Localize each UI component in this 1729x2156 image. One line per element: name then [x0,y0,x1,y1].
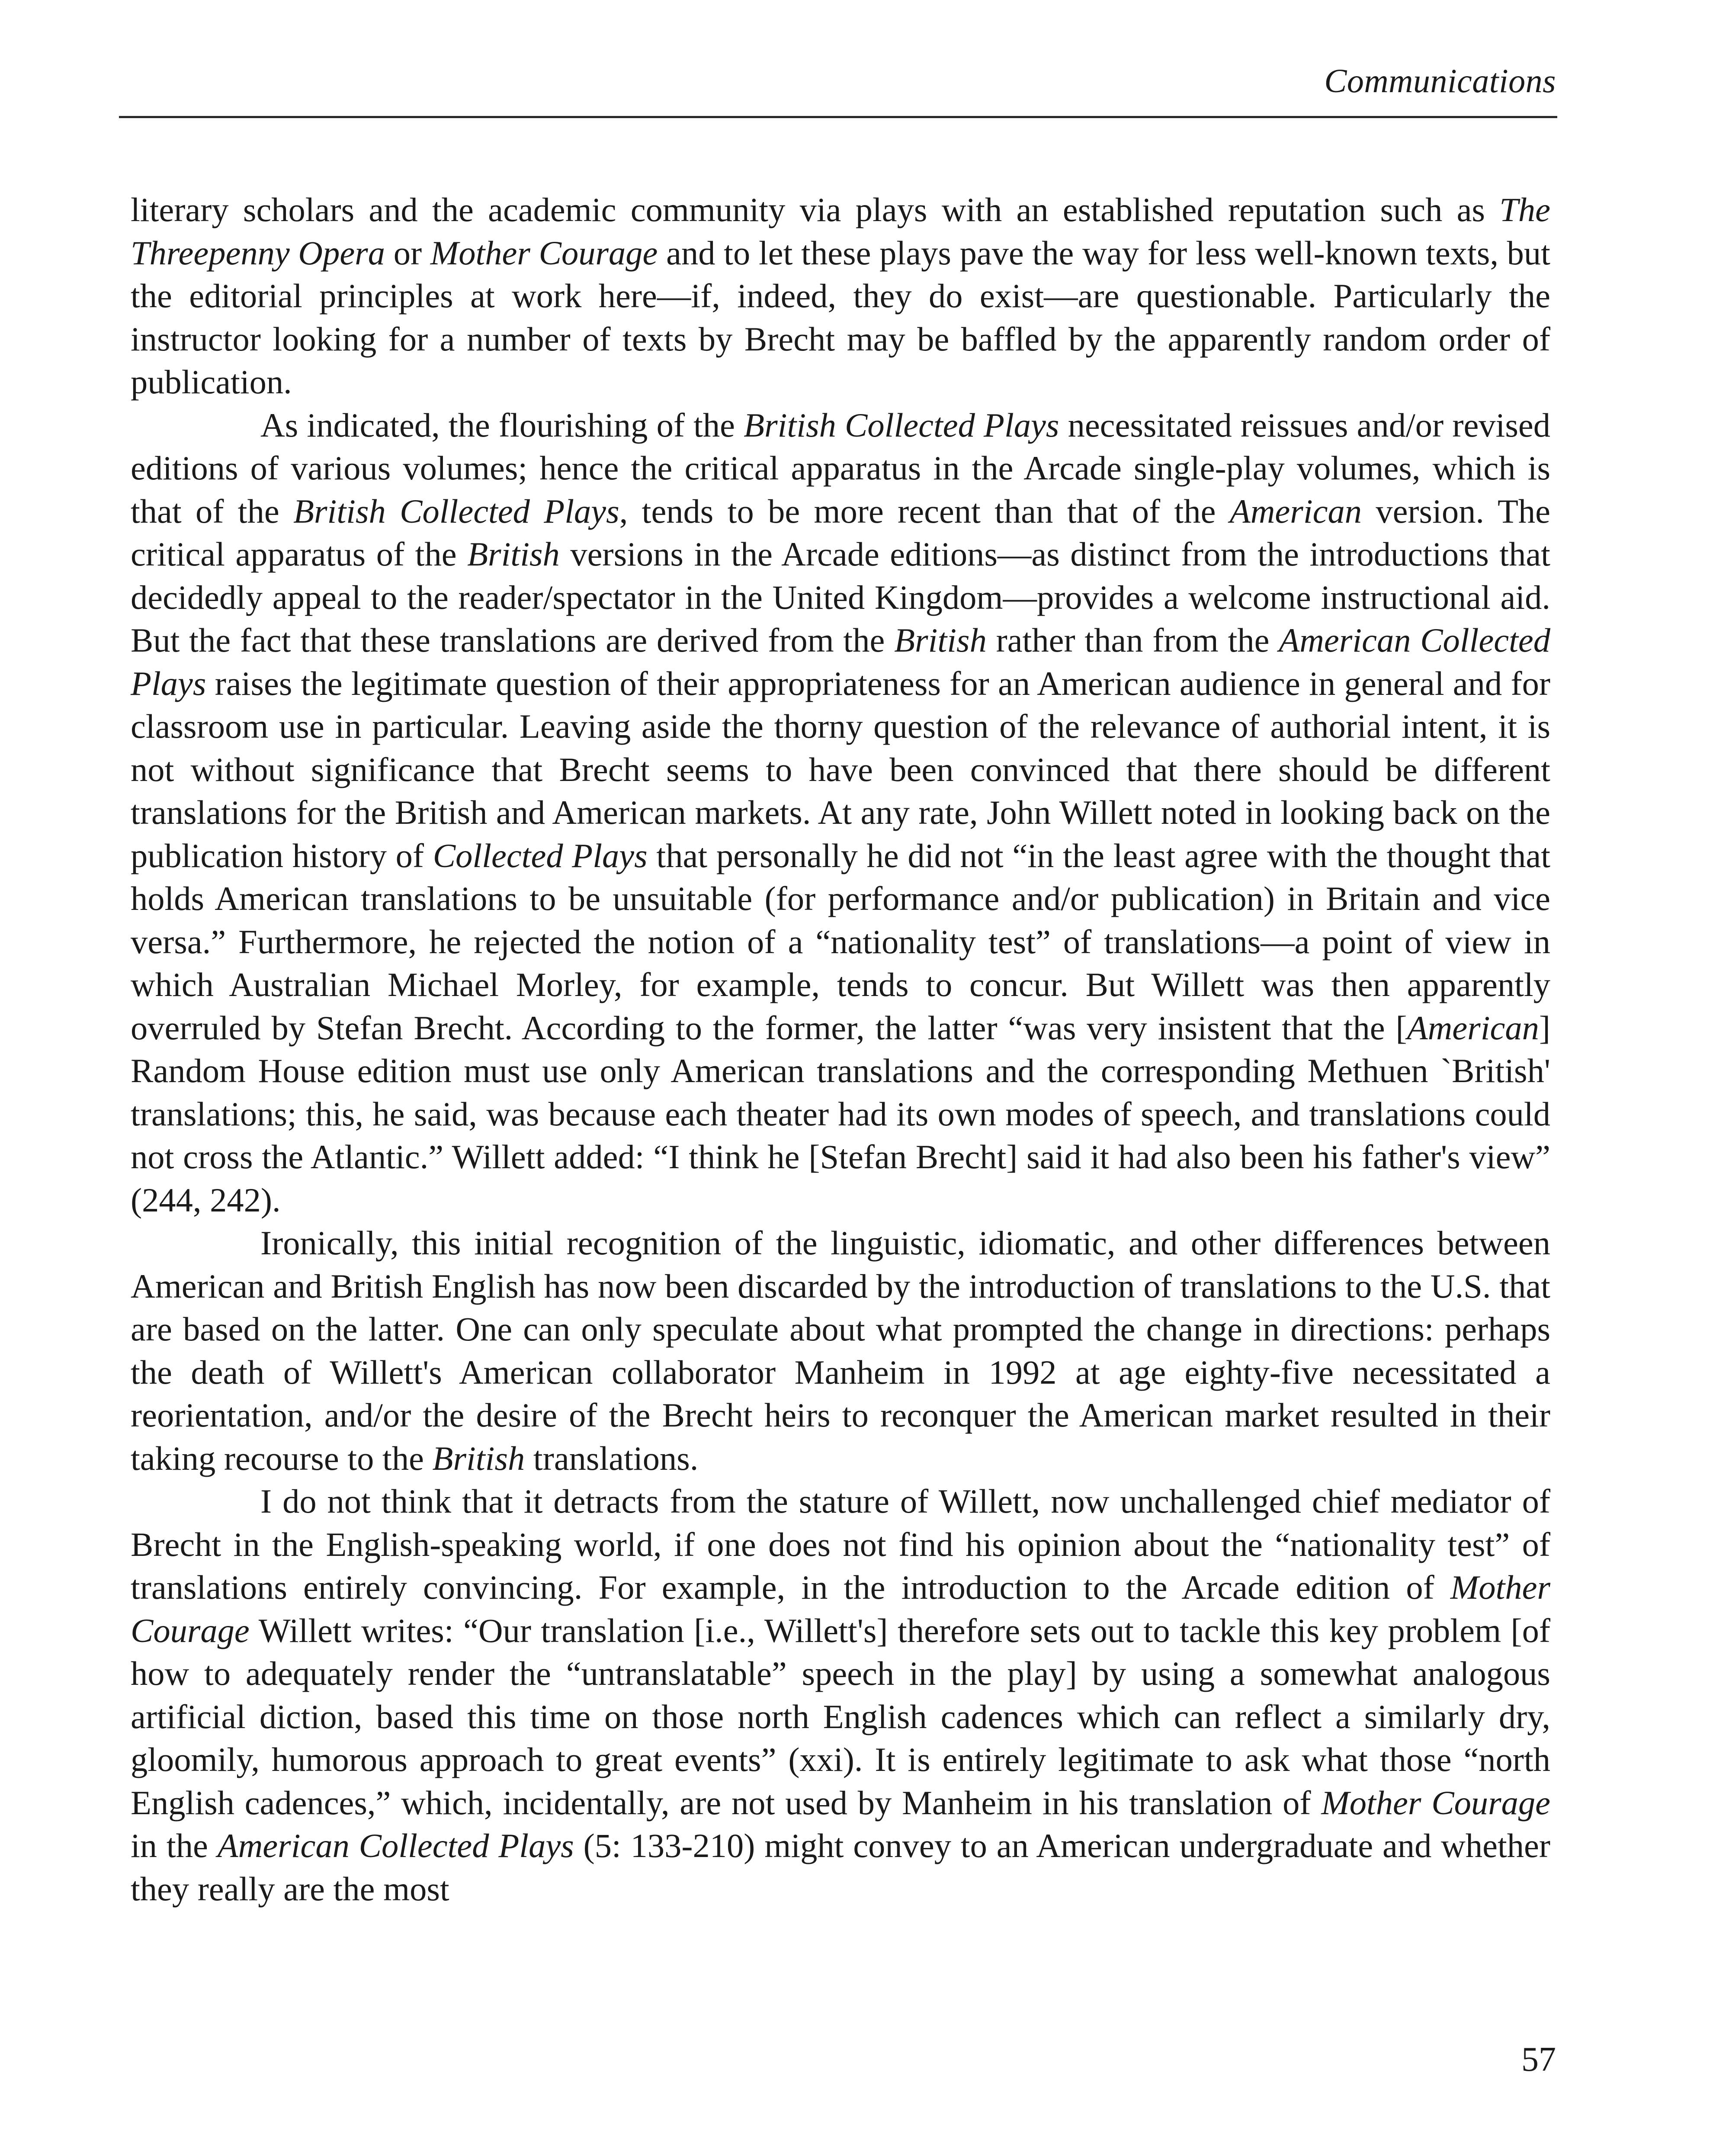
text-run: necessitated reissues and/or revised editions of various volumes; hence the critical apparatus in the Arcade single-play volumes, which is that of the [131,406,1551,530]
header-rule [119,116,1557,118]
italic-title: American [1229,492,1362,530]
italic-title: British [467,535,560,573]
text-run: As indicated, the flourishing of the [260,406,744,444]
text-run: translations. [525,1439,699,1477]
text-run: and to let these plays pave the way for less well-known texts, but the editorial principles at work here—if, indeed, they do exist—are questionable. Particularly the instructor looking for a number of texts by Brecht may be baffled by the apparently random order of publication. [131,234,1550,401]
text-run: , tends to be more recent than that of the [619,492,1230,530]
italic-title: Collected Plays [433,836,648,874]
italic-title: American Collected Plays [131,621,1551,702]
article-body [131,188,1550,1910]
italic-title: British Collected Plays [744,406,1059,444]
text-run: Ironically, this initial recognition of the linguistic, idiomatic, and other differences between American and British English has now been discarded by the introduction of translations to the U.S. that are based on the latter. One can only speculate about what prompted the change in directions: perhaps the death of Willett's American collaborator Manheim in 1992 at age eighty-five necessitated a reorientation, and/or the desire of the Brecht heirs to reconquer the American market resulted in their taking recourse to the [131,1224,1550,1477]
paragraph-4 [131,1480,1550,1910]
italic-title: British [432,1439,525,1477]
italic-title: American Collected Plays [217,1827,574,1864]
running-head: Communications [1324,62,1556,100]
text-run: (5: 133-210) might convey to an American undergraduate and whether they really are the most [131,1827,1551,1908]
text-run: versions in the Arcade editions—as distinct from the introductions that decidedly appeal to the reader/spectator in the United Kingdom—provides a welcome instructional aid. But the fact that these translations are derived from the [131,535,1550,659]
text-run: or [385,234,430,272]
paragraph-3 [131,1221,1550,1480]
italic-title: American [1407,1009,1539,1047]
text-run: raises the legitimate question of their appropriateness for an American audience in general and for classroom use in particular. Leaving aside the thorny question of the relevance of authorial intent, it is not without significance that Brecht seems to have been convinced that there should be different translations for the British and American markets. At any rate, John Willett noted in looking back on the publication history of [131,664,1550,874]
italic-title: Mother Courage [1321,1783,1551,1822]
paragraph-1 [131,188,1550,404]
italic-title: Mother Courage [131,1568,1550,1649]
text-run: literary scholars and the academic community via plays with an established reputation such as [131,191,1500,228]
italic-title: British [894,621,987,659]
italic-title: The Threepenny Opera [131,191,1550,272]
paragraph-2 [131,404,1550,1222]
italic-title: British Collected Plays [293,492,619,530]
page-number: 57 [1521,2040,1556,2079]
text-run: Willett writes: “Our translation [i.e., Willett's] therefore sets out to tackle this key problem [of how to adequately render the “untranslatable” speech in the play] by using a somewhat analogous artificial diction, based this time on those north English cadences which can reflect a similarly dry, gloomily, humorous approach to great events” (xxi). It is entirely legitimate to ask what those “north English cadences,” which, incidentally, are not used by Manheim in his translation of [131,1611,1550,1822]
text-run: that personally he did not “in the least agree with the thought that holds American translations to be unsuitable (for performance and/or publication) in Britain and vice versa.” Furthermore, he rejected the notion of a “nationality test” of translations—a point of view in which Australian Michael Morley, for example, tends to concur. But Willett was then apparently overruled by Stefan Brecht. According to the former, the latter “was very insistent that the [ [131,836,1550,1047]
italic-title: Mother Courage [430,234,658,272]
text-run: in the [131,1827,218,1864]
text-run: rather than from the [986,621,1279,659]
text-run: I do not think that it detracts from the stature of Willett, now unchallenged chief mediator of Brecht in the English-speaking world, if one does not find his opinion about the “nationality test” of translations entirely convincing. For example, in the introduction to the Arcade edition of [131,1482,1550,1606]
text-run: version. The critical apparatus of the [131,492,1550,573]
text-run: ] Random House edition must use only American translations and the corresponding Methuen `British' translations; this, he said, was because each theater had its own modes of speech, and translations could not cross the Atlantic.” Willett added: “I think he [Stefan Brecht] said it had also been his father's view” (244, 242). [131,1009,1550,1219]
